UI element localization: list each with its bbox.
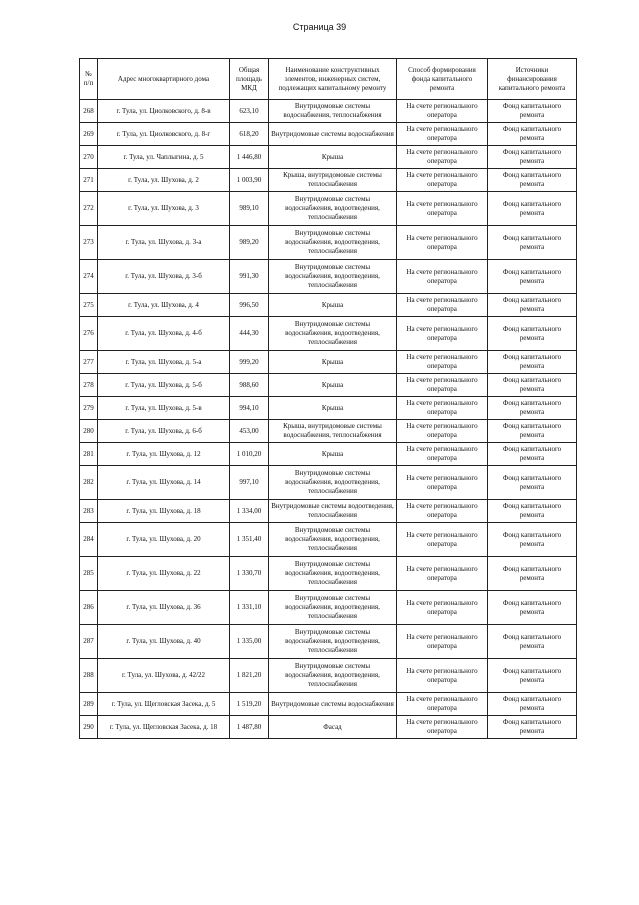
cell-num: 280 (80, 420, 98, 443)
cell-source: Фонд капитального ремонта (488, 294, 577, 317)
cell-source: Фонд капитального ремонта (488, 523, 577, 557)
cell-num: 283 (80, 500, 98, 523)
cell-method: На счете регионального оператора (397, 500, 488, 523)
cell-works: Крыша, внутридомовые системы теплоснабжения (269, 169, 397, 192)
cell-works: Крыша (269, 294, 397, 317)
cell-works: Внутридомовые системы водоснабжения, водоотведения, теплоснабжения (269, 226, 397, 260)
cell-address: г. Тула, ул. Шухова, д. 18 (98, 500, 230, 523)
cell-num: 278 (80, 374, 98, 397)
cell-method: На счете регионального оператора (397, 123, 488, 146)
cell-address: г. Тула, ул. Шухова, д. 3 (98, 192, 230, 226)
cell-source: Фонд капитального ремонта (488, 500, 577, 523)
table-row (80, 659, 577, 693)
cell-method: На счете регионального оператора (397, 397, 488, 420)
table-row (80, 169, 577, 192)
cell-area: 623,10 (230, 100, 269, 123)
cell-area: 1 003,90 (230, 169, 269, 192)
cell-works: Внутридомовые системы водоснабжения (269, 123, 397, 146)
header-works: Наименование конструктивных элементов, инженерных систем, подлежащих капитальному ремонту (269, 59, 397, 100)
cell-area: 1 487,80 (230, 716, 269, 739)
table-row (80, 226, 577, 260)
cell-address: г. Тула, ул. Шухова, д. 5-в (98, 397, 230, 420)
cell-num: 286 (80, 591, 98, 625)
cell-area: 999,20 (230, 351, 269, 374)
cell-area: 618,20 (230, 123, 269, 146)
cell-works: Внутридомовые системы водоотведения, теплоснабжения (269, 500, 397, 523)
table-row (80, 591, 577, 625)
cell-area: 444,30 (230, 317, 269, 351)
cell-works: Внутридомовые системы водоснабжения (269, 693, 397, 716)
cell-method: На счете регионального оператора (397, 523, 488, 557)
cell-address: г. Тула, ул. Шухова, д. 36 (98, 591, 230, 625)
table-row (80, 351, 577, 374)
cell-area: 988,60 (230, 374, 269, 397)
table-row (80, 716, 577, 739)
cell-source: Фонд капитального ремонта (488, 397, 577, 420)
table-row (80, 146, 577, 169)
cell-address: г. Тула, ул. Шухова, д. 2 (98, 169, 230, 192)
cell-area: 989,20 (230, 226, 269, 260)
cell-method: На счете регионального оператора (397, 260, 488, 294)
cell-address: г. Тула, ул. Циолковского, д. 8-г (98, 123, 230, 146)
cell-method: На счете регионального оператора (397, 146, 488, 169)
cell-area: 1 010,20 (230, 443, 269, 466)
cell-address: г. Тула, ул. Циолковского, д. 8-в (98, 100, 230, 123)
cell-method: На счете регионального оператора (397, 192, 488, 226)
cell-address: г. Тула, ул. Щегловская Засека, д. 18 (98, 716, 230, 739)
cell-method: На счете регионального оператора (397, 294, 488, 317)
cell-area: 1 519,20 (230, 693, 269, 716)
cell-source: Фонд капитального ремонта (488, 716, 577, 739)
table-row (80, 523, 577, 557)
table-row (80, 500, 577, 523)
cell-area: 1 334,00 (230, 500, 269, 523)
table-row (80, 260, 577, 294)
cell-method: На счете регионального оператора (397, 466, 488, 500)
cell-source: Фонд капитального ремонта (488, 420, 577, 443)
cell-num: 290 (80, 716, 98, 739)
cell-method: На счете регионального оператора (397, 443, 488, 466)
cell-address: г. Тула, ул. Шухова, д. 5-б (98, 374, 230, 397)
cell-method: На счете регионального оператора (397, 420, 488, 443)
cell-method: На счете регионального оператора (397, 591, 488, 625)
cell-num: 272 (80, 192, 98, 226)
cell-num: 279 (80, 397, 98, 420)
cell-works: Внутридомовые системы водоснабжения, водоотведения, теплоснабжения (269, 523, 397, 557)
cell-source: Фонд капитального ремонта (488, 317, 577, 351)
cell-method: На счете регионального оператора (397, 226, 488, 260)
table-row (80, 397, 577, 420)
cell-num: 284 (80, 523, 98, 557)
cell-address: г. Тула, ул. Шухова, д. 3-а (98, 226, 230, 260)
cell-works: Внутридомовые системы водоснабжения, водоотведения, теплоснабжения (269, 557, 397, 591)
cell-area: 994,10 (230, 397, 269, 420)
cell-address: г. Тула, ул. Шухова, д. 6-б (98, 420, 230, 443)
cell-works: Крыша (269, 397, 397, 420)
cell-num: 274 (80, 260, 98, 294)
cell-num: 275 (80, 294, 98, 317)
cell-source: Фонд капитального ремонта (488, 443, 577, 466)
cell-works: Внутридомовые системы водоснабжения, водоотведения, теплоснабжения (269, 466, 397, 500)
cell-source: Фонд капитального ремонта (488, 557, 577, 591)
cell-address: г. Тула, ул. Чаплыгина, д. 5 (98, 146, 230, 169)
cell-area: 1 331,10 (230, 591, 269, 625)
cell-works: Крыша (269, 351, 397, 374)
cell-source: Фонд капитального ремонта (488, 625, 577, 659)
cell-method: На счете регионального оператора (397, 374, 488, 397)
cell-num: 288 (80, 659, 98, 693)
table-row (80, 557, 577, 591)
cell-num: 269 (80, 123, 98, 146)
cell-address: г. Тула, ул. Шухова, д. 12 (98, 443, 230, 466)
cell-address: г. Тула, ул. Шухова, д. 22 (98, 557, 230, 591)
cell-works: Фасад (269, 716, 397, 739)
cell-works: Крыша (269, 374, 397, 397)
cell-area: 1 335,00 (230, 625, 269, 659)
cell-source: Фонд капитального ремонта (488, 374, 577, 397)
cell-method: На счете регионального оператора (397, 169, 488, 192)
table-row (80, 693, 577, 716)
header-address: Адрес многоквартирного дома (98, 59, 230, 100)
cell-num: 273 (80, 226, 98, 260)
cell-source: Фонд капитального ремонта (488, 192, 577, 226)
cell-num: 276 (80, 317, 98, 351)
cell-source: Фонд капитального ремонта (488, 351, 577, 374)
cell-num: 281 (80, 443, 98, 466)
table-row (80, 100, 577, 123)
table-row (80, 443, 577, 466)
cell-num: 270 (80, 146, 98, 169)
cell-num: 285 (80, 557, 98, 591)
cell-works: Внутридомовые системы водоснабжения, водоотведения, теплоснабжения (269, 659, 397, 693)
cell-source: Фонд капитального ремонта (488, 226, 577, 260)
cell-address: г. Тула, ул. Щегловская Засека, д. 5 (98, 693, 230, 716)
cell-num: 268 (80, 100, 98, 123)
cell-num: 277 (80, 351, 98, 374)
cell-method: На счете регионального оператора (397, 351, 488, 374)
cell-works: Внутридомовые системы водоснабжения, водоотведения, теплоснабжения (269, 192, 397, 226)
table-row (80, 625, 577, 659)
cell-num: 271 (80, 169, 98, 192)
table-header-row (80, 59, 577, 100)
cell-num: 287 (80, 625, 98, 659)
header-method: Способ формирования фонда капитального ремонта (397, 59, 488, 100)
cell-method: На счете регионального оператора (397, 716, 488, 739)
cell-area: 991,30 (230, 260, 269, 294)
table-row (80, 123, 577, 146)
cell-method: На счете регионального оператора (397, 317, 488, 351)
cell-address: г. Тула, ул. Шухова, д. 42/22 (98, 659, 230, 693)
cell-works: Внутридомовые системы водоснабжения, водоотведения, теплоснабжения (269, 591, 397, 625)
cell-source: Фонд капитального ремонта (488, 693, 577, 716)
header-area: Общая площадь МКД (230, 59, 269, 100)
table-row (80, 294, 577, 317)
table-row (80, 420, 577, 443)
cell-source: Фонд капитального ремонта (488, 466, 577, 500)
cell-method: На счете регионального оператора (397, 659, 488, 693)
cell-works: Внутридомовые системы водоснабжения, водоотведения, теплоснабжения (269, 317, 397, 351)
cell-area: 997,10 (230, 466, 269, 500)
header-num: № п/п (80, 59, 98, 100)
cell-source: Фонд капитального ремонта (488, 591, 577, 625)
cell-method: На счете регионального оператора (397, 100, 488, 123)
cell-source: Фонд капитального ремонта (488, 659, 577, 693)
cell-works: Внутридомовые системы водоснабжения, водоотведения, теплоснабжения (269, 260, 397, 294)
cell-area: 453,00 (230, 420, 269, 443)
cell-method: На счете регионального оператора (397, 625, 488, 659)
cell-works: Крыша (269, 443, 397, 466)
cell-source: Фонд капитального ремонта (488, 169, 577, 192)
cell-method: На счете регионального оператора (397, 693, 488, 716)
cell-works: Крыша (269, 146, 397, 169)
cell-source: Фонд капитального ремонта (488, 100, 577, 123)
cell-source: Фонд капитального ремонта (488, 260, 577, 294)
cell-area: 1 446,80 (230, 146, 269, 169)
cell-num: 282 (80, 466, 98, 500)
cell-area: 1 330,70 (230, 557, 269, 591)
repair-registry-table (79, 58, 577, 739)
table-row (80, 317, 577, 351)
cell-address: г. Тула, ул. Шухова, д. 5-а (98, 351, 230, 374)
cell-num: 289 (80, 693, 98, 716)
cell-area: 1 351,40 (230, 523, 269, 557)
cell-works: Внутридомовые системы водоснабжения, теплоснабжения (269, 100, 397, 123)
cell-address: г. Тула, ул. Шухова, д. 14 (98, 466, 230, 500)
header-source: Источники финансирования капитального ремонта (488, 59, 577, 100)
cell-works: Внутридомовые системы водоснабжения, водоотведения, теплоснабжения (269, 625, 397, 659)
cell-works: Крыша, внутридомовые системы водоснабжения, теплоснабжения (269, 420, 397, 443)
cell-area: 989,10 (230, 192, 269, 226)
cell-address: г. Тула, ул. Шухова, д. 20 (98, 523, 230, 557)
cell-method: На счете регионального оператора (397, 557, 488, 591)
cell-address: г. Тула, ул. Шухова, д. 4-б (98, 317, 230, 351)
table-row (80, 466, 577, 500)
cell-address: г. Тула, ул. Шухова, д. 3-б (98, 260, 230, 294)
cell-source: Фонд капитального ремонта (488, 123, 577, 146)
cell-address: г. Тула, ул. Шухова, д. 4 (98, 294, 230, 317)
page-number: Страница 39 (292, 22, 347, 32)
table-row (80, 374, 577, 397)
cell-area: 1 821,20 (230, 659, 269, 693)
cell-area: 996,50 (230, 294, 269, 317)
cell-source: Фонд капитального ремонта (488, 146, 577, 169)
cell-address: г. Тула, ул. Шухова, д. 40 (98, 625, 230, 659)
table-row (80, 192, 577, 226)
